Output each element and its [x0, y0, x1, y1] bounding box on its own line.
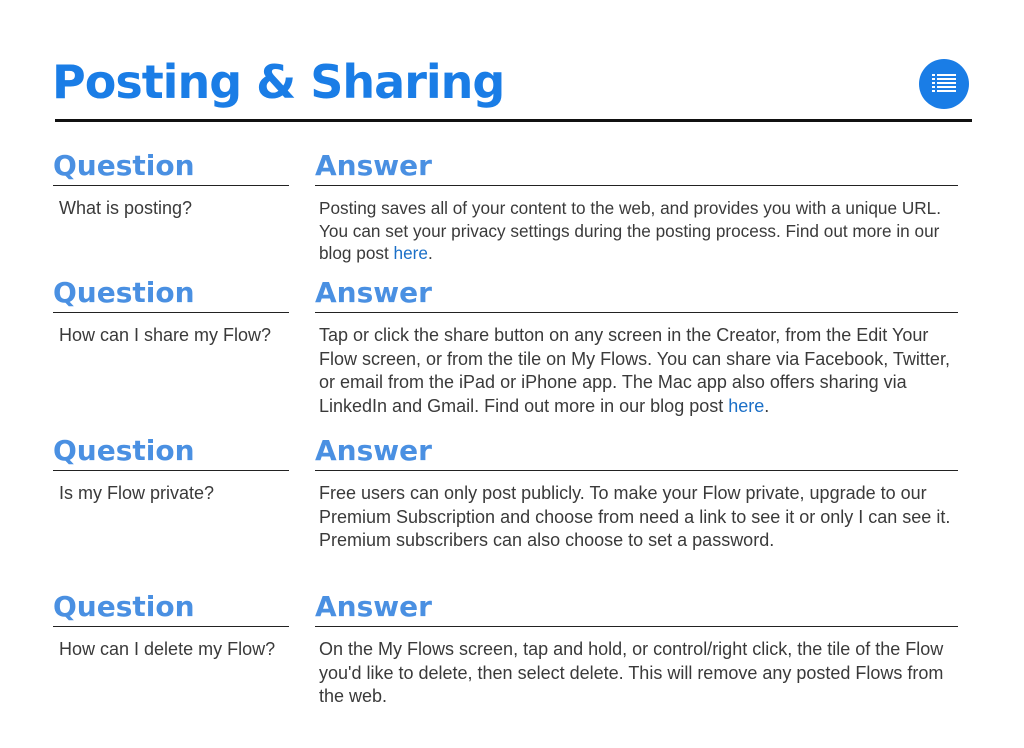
title-divider: [55, 119, 972, 122]
answer-text: [319, 197, 959, 265]
answer-text: [319, 324, 959, 418]
answer-suffix: .: [764, 395, 770, 416]
answer-heading: Answer: [315, 434, 958, 471]
blog-post-link[interactable]: here: [393, 243, 428, 264]
page-title: Posting & Sharing: [52, 55, 505, 109]
question-text: How can I share my Flow?: [59, 325, 272, 345]
question-heading: Question: [53, 434, 289, 471]
answer-heading: Answer: [315, 590, 958, 627]
question-heading: Question: [53, 276, 289, 313]
answer-heading: Answer: [315, 276, 958, 313]
question-text: How can I delete my Flow?: [59, 639, 276, 659]
answer-text: Free users can only post publicly. To make your Flow private, upgrade to our Premium Subscription and choose from need a link to see it or only I can see it. Premium subscribers can also choose to set a password.: [319, 483, 951, 550]
question-text: What is posting?: [59, 198, 193, 218]
table-of-contents-button[interactable]: [919, 59, 969, 109]
answer-suffix: .: [427, 243, 433, 264]
question-text: Is my Flow private?: [59, 483, 215, 503]
answer-body: Tap or click the share button on any screen in the Creator, from the Edit Your Flow screen, or from the tile on My Flows. You can share via Facebook, Twitter, or email from the iPad or iPhone app. The Mac app also offers sharing via LinkedIn and Gmail. Find out more in our blog post: [319, 325, 950, 416]
answer-body: Posting saves all of your content to the web, and provides you with a unique URL. You can set your privacy settings during the posting process. Find out more in our blog post: [319, 198, 941, 264]
question-heading: Question: [53, 149, 289, 186]
answer-text: On the My Flows screen, tap and hold, or control/right click, the tile of the Flow you'd like to delete, then select delete. This will remove any posted Flows from the web.: [319, 639, 944, 706]
list-icon: [932, 74, 956, 94]
blog-post-link[interactable]: here: [728, 395, 765, 416]
answer-heading: Answer: [315, 149, 958, 186]
question-heading: Question: [53, 590, 289, 627]
